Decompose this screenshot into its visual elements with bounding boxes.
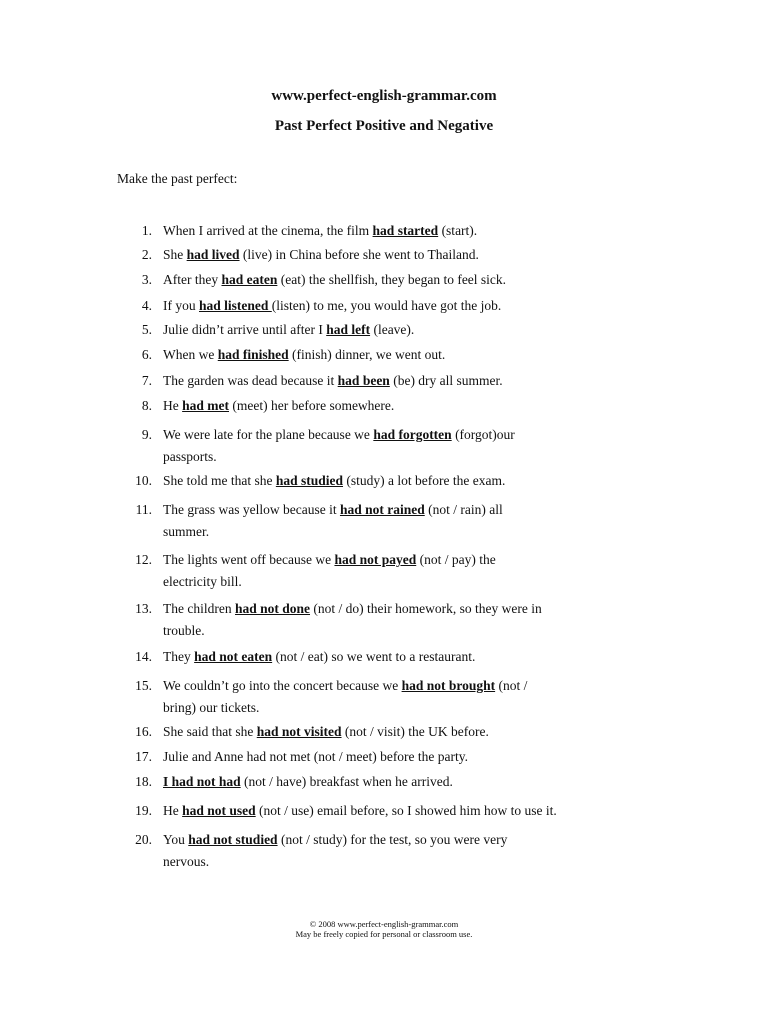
item-number: 15. — [135, 678, 152, 693]
sentence-start: They — [163, 649, 195, 664]
item-number: 19. — [135, 803, 152, 818]
sentence-end: (not / rain) all — [424, 502, 503, 517]
item-sentence — [163, 424, 623, 468]
answer-text: had not used — [182, 803, 256, 818]
sentence-end: (study) a lot before the exam. — [343, 473, 506, 488]
sentence-continuation: trouble. — [163, 623, 205, 638]
sentence-start: He — [163, 398, 183, 413]
item-number: 6. — [141, 347, 152, 362]
sentence-start: Julie didn’t arrive until after I — [163, 322, 327, 337]
sentence-start: Julie and Anne had not met (not / meet) before the party. — [163, 749, 469, 764]
sentence-start: She — [163, 247, 187, 262]
answer-text: had started — [372, 223, 439, 238]
item-sentence — [163, 470, 623, 492]
item-sentence — [163, 549, 623, 593]
item-number: 3. — [141, 272, 152, 287]
sentence-end: (eat) the shellfish, they began to feel sick. — [277, 272, 507, 287]
answer-text: had studied — [275, 473, 344, 488]
footer — [0, 919, 768, 939]
sentence-end: (not / have) breakfast when he arrived. — [240, 774, 453, 789]
sentence-end: (live) in China before she went to Thailand. — [239, 247, 479, 262]
item-number: 4. — [141, 298, 152, 313]
item-number: 20. — [135, 832, 152, 847]
item-sentence — [163, 295, 623, 317]
item-sentence — [163, 319, 623, 341]
answer-text: had met — [182, 398, 229, 413]
sentence-start: She told me that she — [163, 473, 276, 488]
sentence-end: (not / use) email before, so I showed him how to use it. — [255, 803, 557, 818]
answer-text: had not rained — [339, 502, 425, 517]
sentence-end: (not / pay) the — [416, 552, 496, 567]
site-url-heading: www.perfect-english-grammar.com — [271, 88, 497, 104]
sentence-start: After they — [163, 272, 222, 287]
item-number: 2. — [141, 247, 152, 262]
sentence-start: The children — [163, 601, 235, 616]
answer-text: had forgotten — [373, 427, 452, 442]
sentence-continuation: summer. — [163, 524, 210, 539]
item-number: 13. — [135, 601, 152, 616]
item-sentence — [163, 269, 623, 291]
item-number: 17. — [135, 749, 152, 764]
item-number: 10. — [135, 473, 152, 488]
sentence-start: She said that she — [163, 724, 257, 739]
sentence-start: The lights went off because we — [163, 552, 335, 567]
sentence-end: (finish) dinner, we went out. — [288, 347, 446, 362]
item-number: 5. — [141, 322, 152, 337]
footer-usage-note: May be freely copied for personal or classroom use. — [295, 929, 473, 939]
item-number: 7. — [141, 373, 152, 388]
sentence-end: (meet) her before somewhere. — [229, 398, 395, 413]
sentence-start: We couldn’t go into the concert because we — [163, 678, 402, 693]
sentence-start: We were late for the plane because we — [163, 427, 374, 442]
item-sentence — [163, 244, 623, 266]
item-sentence — [163, 675, 623, 719]
sentence-end: (not / study) for the test, so you were very — [277, 832, 508, 847]
sentence-continuation: bring) our tickets. — [163, 700, 260, 715]
item-sentence — [163, 829, 623, 873]
answer-text: had not payed — [334, 552, 417, 567]
item-sentence — [163, 771, 623, 793]
answer-text: had finished — [217, 347, 289, 362]
answer-text: had not studied — [188, 832, 278, 847]
item-sentence — [163, 220, 623, 242]
sentence-start: When I arrived at the cinema, the film — [163, 223, 373, 238]
sentence-continuation: electricity bill. — [163, 574, 242, 589]
item-sentence — [163, 746, 623, 768]
sentence-end: (not / — [495, 678, 528, 693]
sentence-start: If you — [163, 298, 199, 313]
item-sentence — [163, 646, 623, 668]
answer-text: had listened — [199, 298, 272, 313]
answer-text: had not done — [234, 601, 311, 616]
answer-text: had eaten — [221, 272, 278, 287]
item-sentence — [163, 721, 623, 743]
item-number: 18. — [135, 774, 152, 789]
answer-text: I had not had — [163, 774, 241, 789]
item-sentence — [163, 499, 623, 543]
sentence-start: He — [163, 803, 183, 818]
item-number: 16. — [135, 724, 152, 739]
item-sentence — [163, 370, 623, 392]
sentence-end: (be) dry all summer. — [389, 373, 503, 388]
sentence-continuation: passports. — [163, 449, 217, 464]
item-number: 8. — [141, 398, 152, 413]
sentence-end: (start). — [438, 223, 478, 238]
sentence-start: The grass was yellow because it — [163, 502, 340, 517]
answer-text: had not visited — [256, 724, 342, 739]
page-title: Past Perfect Positive and Negative — [274, 118, 494, 134]
item-number: 1. — [141, 223, 152, 238]
answer-text: had not brought — [401, 678, 496, 693]
answer-text: had not eaten — [194, 649, 273, 664]
item-sentence — [163, 395, 623, 417]
footer-copyright: © 2008 www.perfect-english-grammar.com — [309, 919, 459, 929]
sentence-start: When we — [163, 347, 218, 362]
sentence-start: You — [163, 832, 189, 847]
item-sentence — [163, 344, 623, 366]
item-sentence — [163, 598, 623, 642]
sentence-end: (leave). — [370, 322, 415, 337]
sentence-end: (forgot)our — [451, 427, 515, 442]
instruction-text: Make the past perfect: — [117, 171, 238, 186]
sentence-end: (not / eat) so we went to a restaurant. — [272, 649, 476, 664]
sentence-start: The garden was dead because it — [163, 373, 338, 388]
item-number: 9. — [141, 427, 152, 442]
item-sentence — [163, 800, 623, 822]
sentence-end: (not / visit) the UK before. — [341, 724, 489, 739]
sentence-continuation: nervous. — [163, 854, 210, 869]
answer-text: had been — [337, 373, 390, 388]
item-number: 12. — [135, 552, 152, 567]
sentence-end: (listen) to me, you would have got the job. — [271, 298, 502, 313]
item-number: 11. — [135, 502, 152, 517]
answer-text: had left — [326, 322, 371, 337]
sentence-end: (not / do) their homework, so they were in — [310, 601, 542, 616]
item-number: 14. — [135, 649, 152, 664]
answer-text: had lived — [186, 247, 240, 262]
